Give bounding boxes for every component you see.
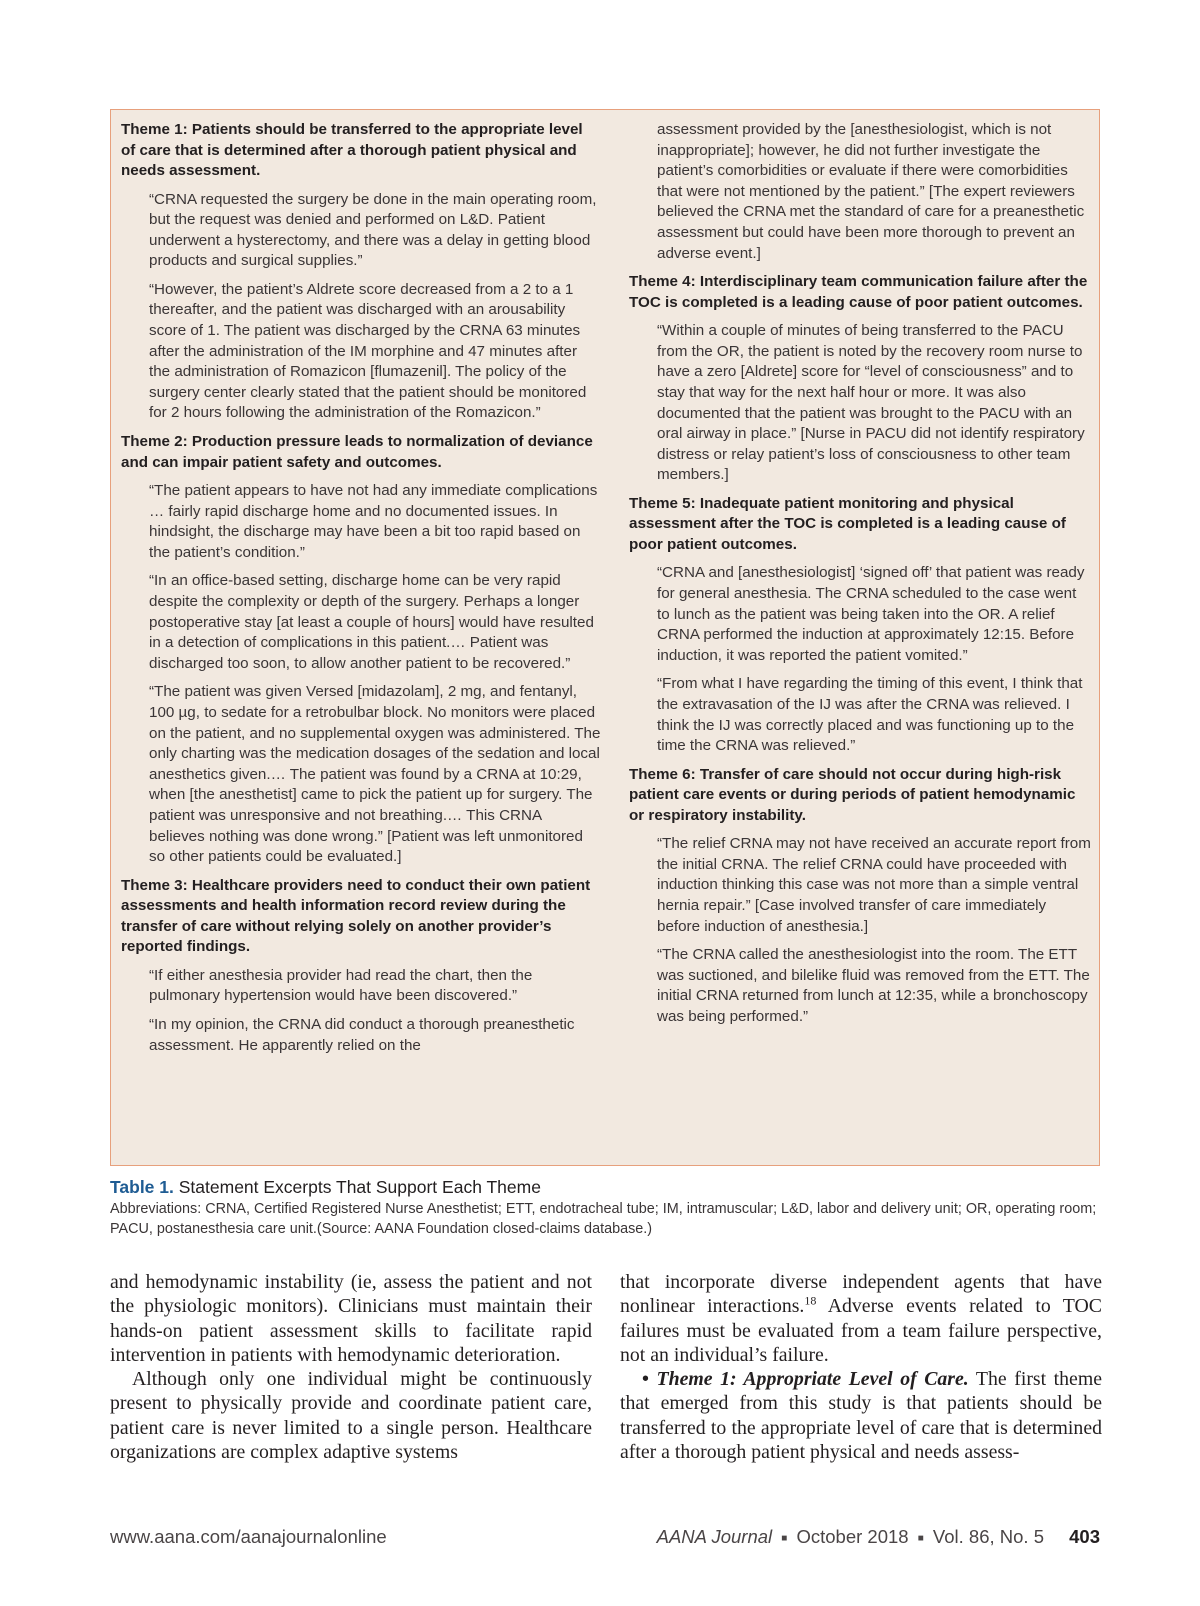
body-left-paragraph-2: Although only one individual might be continuously present to physically provide and coordinate patient care, patient care is never limited to a single person. Healthcare organizations are complex adaptive systems xyxy=(110,1368,592,1464)
citation-18: 18 xyxy=(804,1293,817,1308)
theme-1-quote-1: “CRNA requested the surgery be done in the main operating room, but the request was denied and performed on L&D. Patient underwent a hysterectomy, and there was a delay in getting blood products and surgical supplies.” xyxy=(149,190,597,270)
table-right-column xyxy=(629,120,1091,1036)
theme-5-quote-1: “CRNA and [anesthesiologist] ‘signed off’ that patient was ready for general anesthesia. The CRNA scheduled to the case went to lunch as the patient was being taken into the OR. A relief CRNA performed the induction at approximately 12:15. Before induction, it was reported the patient vomited.” xyxy=(657,564,1085,664)
footer-url: www.aana.com/aanajournalonline xyxy=(110,1526,387,1547)
theme-3-quote-1: “If either anesthesia provider had read the chart, then the pulmonary hypertension would have been discovered.” xyxy=(149,966,533,1005)
theme-1-quote-2: “However, the patient’s Aldrete score decreased from a 2 to a 1 thereafter, and the patient was discharged with an arousability score of 1. The patient was discharged by the CRNA 63 minutes after the administration of the IM morphine and 47 minutes after the administration of Romazicon [flumazenil]. The policy of the surgery center clearly stated that the patient should be monitored for 2 hours following the administration of the Romazicon.” xyxy=(149,280,587,422)
theme-6-heading: Theme 6: Transfer of care should not occur during high-risk patient care events or during periods of patient hemodynamic or respiratory instability. xyxy=(629,765,1076,824)
theme-4-heading: Theme 4: Interdisciplinary team communication failure after the TOC is completed is a leading cause of poor patient outcomes. xyxy=(629,273,1088,311)
bullet: • xyxy=(642,1368,657,1391)
theme-1-subheading: Theme 1: Appropriate Level of Care. xyxy=(656,1368,969,1391)
theme-5-quote-2: “From what I have regarding the timing of this event, I think that the extravasation of the IJ was after the CRNA was relieved. I think the IJ was correctly placed and was functioning up to the time the CRNA was relieved.” xyxy=(657,675,1083,755)
theme-6-quote-1: “The relief CRNA may not have received an accurate report from the initial CRNA. The relief CRNA could have proceeded with induction thinking this case was not more than a simple ventral hernia repair.” [Case involved transfer of care immediately before induction of anesthesia.] xyxy=(657,835,1091,935)
caption-abbreviations: Abbreviations: CRNA, Certified Registered Nurse Anesthetist; ETT, endotracheal tube; IM, intramuscular; L&D, labor and delivery unit; OR, operating room; PACU, postanesthesia care unit.(Source: AANA Foundation closed-claims database.) xyxy=(110,1201,1097,1237)
theme-2-quote-2: “In an office-based setting, discharge home can be very rapid despite the complexity or depth of the surgery. Perhaps a longer postoperative stay [at least a couple of hours] would have resulted in a detection of complications in this patient.… Patient was discharged too soon, to allow another patient to be recovered.” xyxy=(149,572,594,672)
body-left-column xyxy=(110,1270,592,1464)
theme-2-quote-1: “The patient appears to have not had any immediate complications … fairly rapid discharge home and no documented issues. In hindsight, the discharge may have been a bit too rapid based on the patient’s condition.” xyxy=(149,482,598,561)
volume-number: Vol. 86, No. 5 xyxy=(932,1526,1044,1547)
theme-5-heading: Theme 5: Inadequate patient monitoring and physical assessment after the TOC is completed is a leading cause of poor patient outcomes. xyxy=(629,494,1066,553)
caption-label: Table 1. xyxy=(110,1177,174,1197)
journal-name: AANA Journal xyxy=(656,1526,773,1547)
caption-title: Statement Excerpts That Support Each Theme xyxy=(178,1177,541,1197)
theme-1-heading: Theme 1: Patients should be transferred to the appropriate level of care that is determined after a thorough patient physical and needs assessment. xyxy=(121,121,583,179)
body-right-paragraph-1 xyxy=(620,1270,1102,1367)
table-caption xyxy=(110,1176,1110,1239)
theme-2-quote-3: “The patient was given Versed [midazolam], 2 mg, and fentanyl, 100 µg, to sedate for a retrobulbar block. No monitors were placed on the patient, and no supplemental oxygen was administered. The only charting was the medication dosages of the sedation and local anesthetics given.… The patient was found by a CRNA at 10:29, when [the anesthetist] came to pick the patient up for surgery. The patient was unresponsive and not breathing.… This CRNA believes nothing was done wrong.” [Patient was left unmonitored so other patients could be evaluated.] xyxy=(149,683,601,866)
separator-icon: ■ xyxy=(781,1532,788,1544)
table-left-column xyxy=(121,120,601,1064)
theme-2-heading: Theme 2: Production pressure leads to normalization of deviance and can impair patient safety and outcomes. xyxy=(121,433,593,471)
body-right-p2-text: The first theme that emerged from this study is that patients should be transferred to the appropriate level of care that is determined after a thorough patient physical and needs assess- xyxy=(620,1368,1102,1464)
theme-3-heading: Theme 3: Healthcare providers need to conduct their own patient assessments and health information record review during the transfer of care without relying solely on another provider’s reported findings. xyxy=(121,876,591,956)
page-number: 403 xyxy=(1069,1526,1100,1547)
theme-3-quote-continuation: assessment provided by the [anesthesiologist, which is not inappropriate]; however, he did not further investigate the patient’s comorbidities or evaluate if there were comorbidities that were not mentioned by the patient.” [The expert reviewers believed the CRNA met the standard of care for a preanesthetic assessment but could have been more thorough to prevent an adverse event.] xyxy=(657,121,1085,262)
theme-6-quote-2: “The CRNA called the anesthesiologist into the room. The ETT was suctioned, and bilelike fluid was removed from the ETT. The initial CRNA returned from lunch at 12:35, while a bronchoscopy was being performed.” xyxy=(657,946,1090,1025)
body-left-paragraph-1: and hemodynamic instability (ie, assess the patient and not the physiologic monitors). Clinicians must maintain their hands-on patient assessment skills to facilitate rapid intervention in patients with hemodynamic deterioration. xyxy=(110,1271,592,1366)
body-right-p1-text-cont: Adverse events related to TOC failures must be evaluated from a team failure perspective, not an individual’s failure. xyxy=(620,1295,1102,1366)
separator-icon: ■ xyxy=(917,1532,924,1544)
footer-journal-info xyxy=(657,1526,1100,1548)
body-right-column xyxy=(620,1270,1102,1464)
caption-title-line xyxy=(110,1176,1110,1198)
body-right-p1-text: that incorporate diverse independent agents that have nonlinear interactions. xyxy=(620,1271,1102,1318)
theme-table xyxy=(110,109,1100,1166)
issue-date: October 2018 xyxy=(796,1526,909,1547)
theme-3-quote-2: “In my opinion, the CRNA did conduct a thorough preanesthetic assessment. He apparently relied on the xyxy=(149,1015,575,1054)
body-right-paragraph-2 xyxy=(620,1367,1102,1464)
theme-4-quote-1: “Within a couple of minutes of being transferred to the PACU from the OR, the patient is noted by the recovery room nurse to have a zero [Aldrete] score for “level of consciousness” and to stay that way for the next half hour or more. It was also documented that the patient was brought to the PACU with an oral airway in place.” [Nurse in PACU did not identify respiratory distress or relay patient’s loss of consciousness to other team members.] xyxy=(657,322,1085,484)
